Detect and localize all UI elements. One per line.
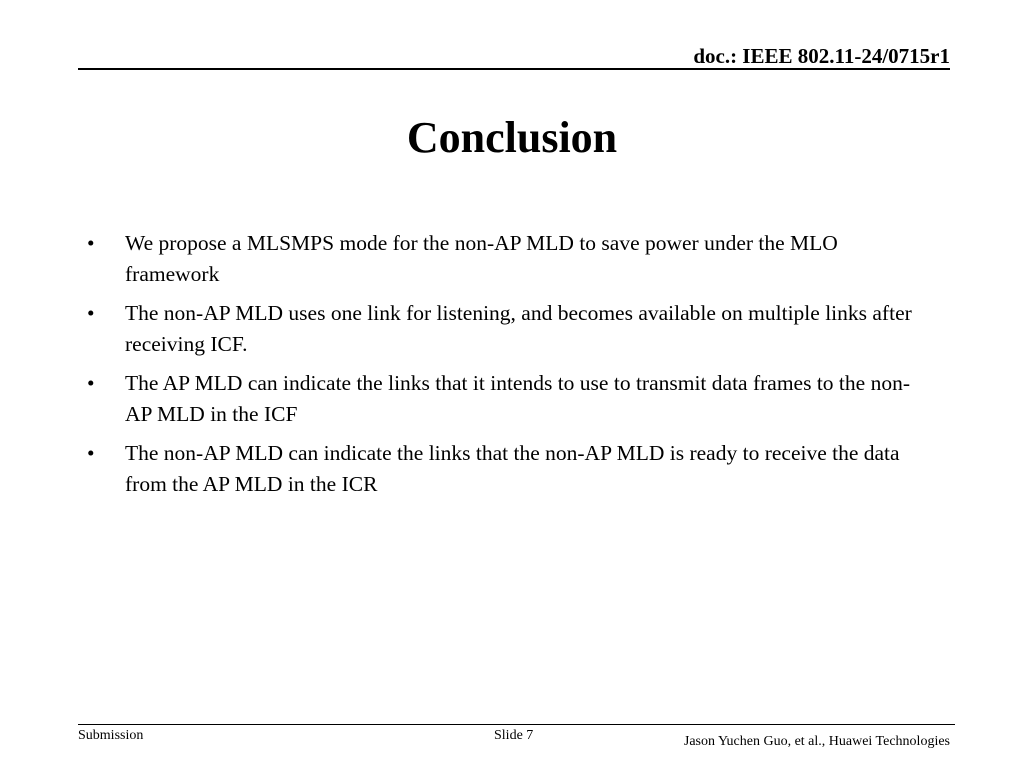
header-divider bbox=[78, 68, 950, 70]
footer-authors: Jason Yuchen Guo, et al., Huawei Technologies bbox=[683, 734, 950, 749]
bullet-icon: • bbox=[87, 301, 95, 325]
bullet-icon: • bbox=[87, 231, 95, 255]
bullet-text: The non-AP MLD uses one link for listening, and becomes available on multiple links after receiving ICF. bbox=[125, 301, 912, 356]
footer-submission: Submission bbox=[78, 728, 144, 743]
bullet-item bbox=[85, 368, 935, 430]
bullet-text: We propose a MLSMPS mode for the non-AP MLD to save power under the MLO framework bbox=[125, 231, 838, 286]
bullet-item bbox=[85, 298, 935, 360]
bullet-item bbox=[85, 228, 935, 290]
footer-slide-number: Slide 7 bbox=[494, 728, 534, 743]
bullet-list bbox=[85, 228, 935, 508]
bullet-text: The AP MLD can indicate the links that it intends to use to transmit data frames to the non-AP MLD in the ICF bbox=[125, 371, 910, 426]
footer-divider bbox=[78, 724, 955, 725]
bullet-icon: • bbox=[87, 441, 95, 465]
bullet-icon: • bbox=[87, 371, 95, 395]
slide-title: Conclusion bbox=[406, 113, 618, 162]
bullet-text: The non-AP MLD can indicate the links that the non-AP MLD is ready to receive the data from the AP MLD in the ICR bbox=[125, 441, 900, 496]
document-id: doc.: IEEE 802.11-24/0715r1 bbox=[693, 44, 950, 68]
bullet-item bbox=[85, 438, 935, 500]
